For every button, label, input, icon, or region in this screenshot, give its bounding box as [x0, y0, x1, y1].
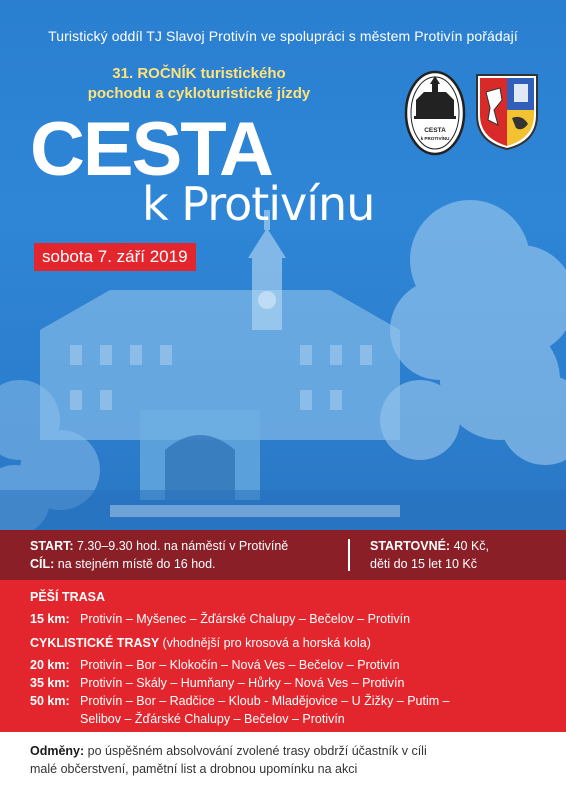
bike-route-continuation: Selibov – Žďárské Chalupy – Bečelov – Protivín [80, 712, 345, 726]
bike-heading: CYKLISTICKÉ TRASY [30, 636, 159, 650]
organizer-text: Turistický oddíl TJ Slavoj Protivín ve spolupráci s městem Protivín pořádají [48, 28, 518, 44]
routes-section [0, 580, 566, 732]
bike-note: (vhodnější pro krosová a horská kola) [162, 636, 371, 650]
bike-distance: 50 km: [30, 694, 70, 708]
fee-children: děti do 15 let 10 Kč [370, 557, 478, 571]
bike-route: Protivín – Skály – Humňany – Hůrky – Nová Ves – Protivín [80, 676, 405, 690]
event-logo [404, 70, 466, 156]
edition-number: 31. ROČNÍK [112, 65, 197, 82]
bike-heading-row [30, 636, 371, 650]
start-text: 7.30–9.30 hod. na náměstí v Protivíně [77, 539, 289, 553]
start-info-band [0, 530, 566, 580]
start-label: START: [30, 539, 74, 553]
edition-heading [34, 64, 364, 104]
start-finish-info [30, 537, 288, 573]
event-logo-text-2: k PROTIVÍNU [420, 136, 450, 141]
bike-route: Protivín – Bor – Klokočín – Nová Ves – Bečelov – Protivín [80, 658, 400, 672]
rewards-info [30, 742, 540, 778]
bike-route: Protivín – Bor – Radčice – Kloub - Mladějovice – U Žižky – Putim – [80, 694, 450, 708]
event-subtitle: k Protivínu [142, 177, 375, 231]
rewards-text-1: po úspěšném absolvování zvolené trasy obdrží účastník v cíli [87, 744, 427, 758]
bike-distance: 20 km: [30, 658, 70, 672]
finish-label: CÍL: [30, 557, 55, 571]
fee-info [370, 537, 489, 573]
rewards-text-2: malé občerstvení, pamětní list a drobnou upomínku na akci [30, 762, 358, 776]
event-logo-text-1: CESTA [424, 127, 446, 134]
fee-label: STARTOVNÉ: [370, 539, 451, 553]
bike-route-row [30, 692, 450, 710]
bike-route-row [30, 674, 404, 692]
walk-distance: 15 km: [30, 612, 70, 626]
bike-route-row [30, 656, 400, 674]
event-title: CESTA [30, 107, 272, 192]
walk-route-row [30, 610, 410, 628]
bike-distance: 35 km: [30, 676, 70, 690]
fee-text: 40 Kč, [453, 539, 490, 553]
event-date-badge: sobota 7. září 2019 [34, 243, 196, 271]
edition-label: turistického [200, 65, 286, 82]
walk-route: Protivín – Myšenec – Žďárské Chalupy – Bečelov – Protivín [80, 612, 411, 626]
town-coat-of-arms [472, 70, 542, 152]
edition-label-line2: pochodu a cykloturistické jízdy [87, 85, 311, 102]
finish-text: na stejném místě do 16 hod. [57, 557, 216, 571]
divider [348, 539, 350, 571]
rewards-label: Odměny: [30, 744, 85, 758]
walk-heading: PĚŠÍ TRASA [30, 590, 106, 604]
